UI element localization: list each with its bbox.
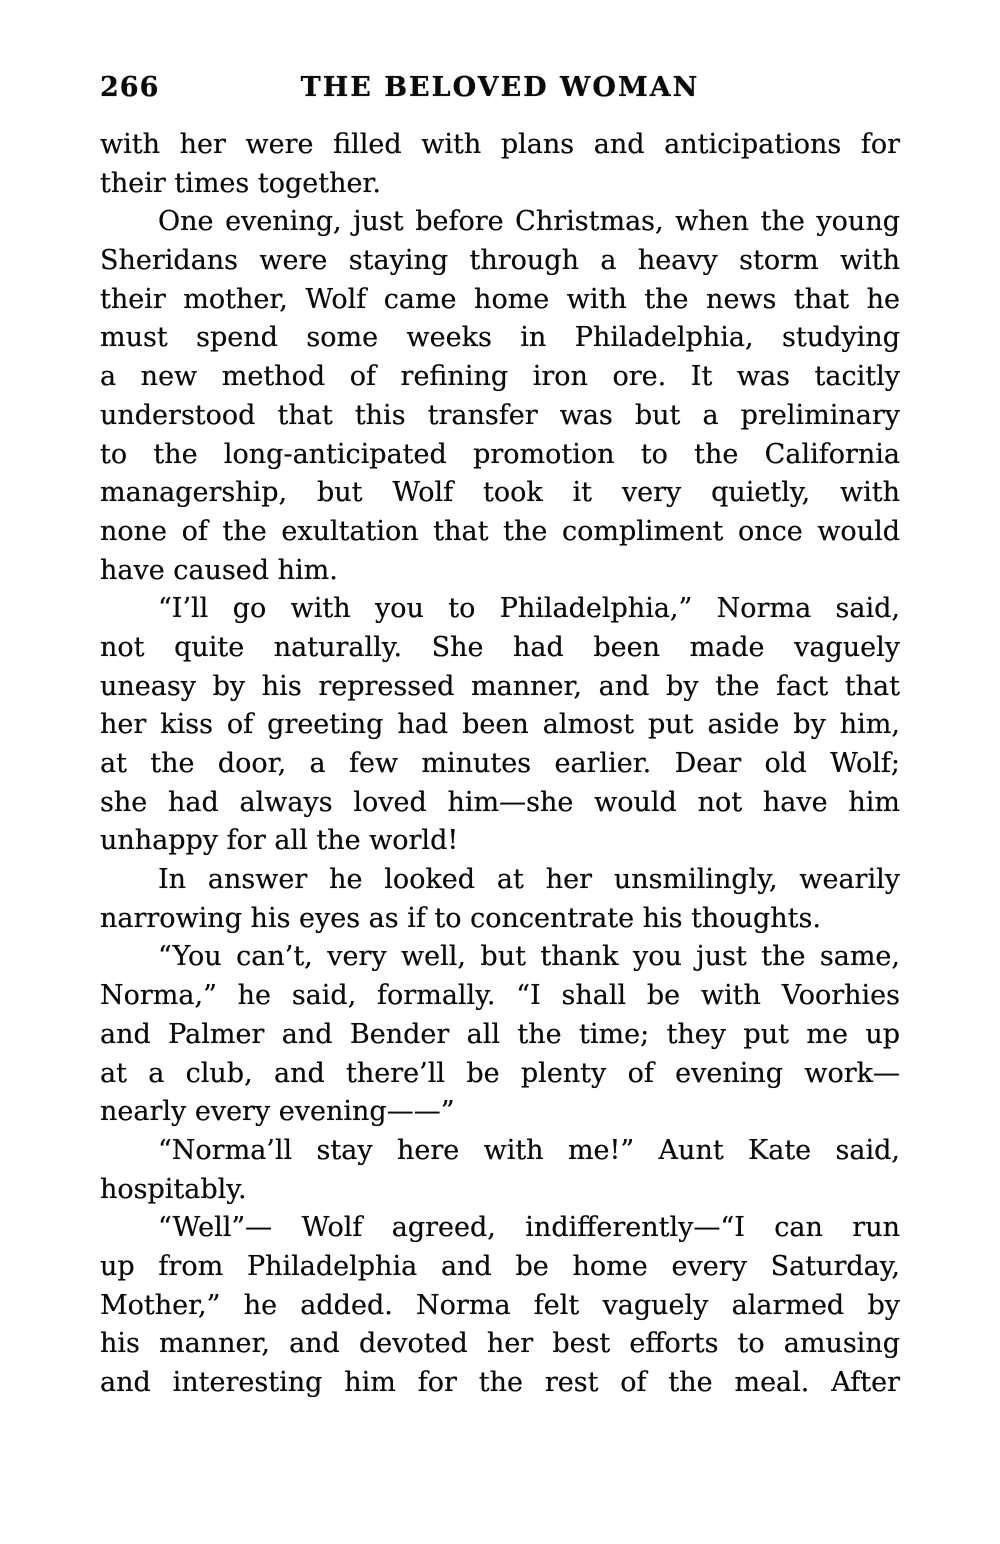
text-line: not quite naturally. She had been made vaguely <box>100 631 900 663</box>
text-line: managership, but Wolf took it very quietly, with <box>100 477 900 509</box>
text-line: her kiss of greeting had been almost put aside by him, <box>100 709 900 741</box>
paragraph <box>100 1209 900 1402</box>
text-line: up from Philadelphia and be home every Saturday, <box>100 1250 900 1282</box>
text-line: “You can’t, very well, but thank you just the same, <box>158 941 900 973</box>
text-line: none of the exultation that the compliment once would <box>100 515 900 547</box>
text-line: “I’ll go with you to Philadelphia,” Norma said, <box>158 593 900 625</box>
text-line: must spend some weeks in Philadelphia, studying <box>100 322 900 354</box>
paragraph <box>100 938 900 1131</box>
text-line: “Norma’ll stay here with me!” Aunt Kate said, <box>158 1134 900 1166</box>
text-line: their times together. <box>100 167 381 199</box>
text-line: and interesting him for the rest of the meal. After <box>100 1367 900 1398</box>
text-line: have caused him. <box>100 554 338 586</box>
text-line: “Well”— Wolf agreed, indifferently—“I can run <box>158 1212 900 1244</box>
paragraph <box>100 590 900 861</box>
text-line: at the door, a few minutes earlier. Dear old Wolf; <box>100 748 900 779</box>
text-line: One evening, just before Christmas, when the young <box>158 206 900 238</box>
paragraph <box>100 861 900 938</box>
text-line: nearly every evening——” <box>100 1096 455 1128</box>
text-line: his manner, and devoted her best efforts to amusing <box>100 1328 900 1360</box>
text-line: Mother,” he added. Norma felt vaguely alarmed by <box>100 1289 900 1321</box>
text-line: she had always loved him—she would not have him <box>100 786 900 818</box>
text-line: a new method of refining iron ore. It was tacitly <box>100 361 900 393</box>
text-line: to the long-anticipated promotion to the California <box>100 438 900 470</box>
text-line: understood that this transfer was but a preliminary <box>100 399 900 431</box>
page-number: 266 <box>100 72 160 103</box>
text-line: narrowing his eyes as if to concentrate his thoughts. <box>100 902 821 934</box>
text-line: Sheridans were staying through a heavy storm with <box>100 245 900 277</box>
text-line: uneasy by his repressed manner, and by the fact that <box>100 670 900 702</box>
paragraph <box>100 126 900 203</box>
text-line: unhappy for all the world! <box>100 825 459 857</box>
text-line: their mother, Wolf came home with the news that he <box>100 283 900 315</box>
text-line: Norma,” he said, formally. “I shall be with Voorhies <box>100 980 900 1012</box>
text-line: In answer he looked at her unsmilingly, wearily <box>158 864 900 896</box>
text-line: at a club, and there’ll be plenty of evening work— <box>100 1057 900 1089</box>
page-body <box>100 126 900 1403</box>
text-line: hospitably. <box>100 1173 247 1205</box>
paragraph <box>100 203 900 590</box>
running-title: THE BELOVED WOMAN <box>300 72 700 103</box>
page-header <box>100 72 900 108</box>
text-line: with her were filled with plans and anticipations for <box>100 129 900 160</box>
text-line: and Palmer and Bender all the time; they put me up <box>100 1018 900 1050</box>
paragraph <box>100 1132 900 1209</box>
